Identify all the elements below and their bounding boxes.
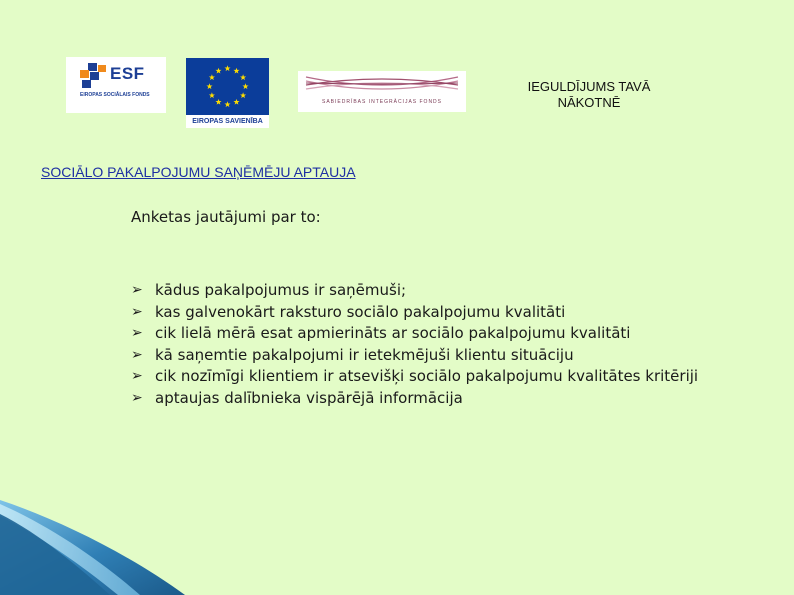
motto-line-1: IEGULDĪJUMS TAVĀ [527,79,651,94]
decorative-swoosh [0,490,794,595]
eu-star-icon [209,74,215,80]
sif-ribbon-icon [298,71,466,99]
list-item [131,345,731,367]
eu-star-icon [233,99,239,105]
eu-star-icon [224,65,230,71]
esf-subtitle: EIROPAS SOCIĀLAIS FONDS [80,92,150,98]
intro-text: Anketas jautājumi par to: [131,208,321,226]
eu-flag-icon [186,58,269,115]
arrowhead-bullet-icon: ➢ [131,303,143,320]
motto [500,79,678,111]
eu-star-icon [240,74,246,80]
eu-logo [186,58,269,128]
eu-caption: EIROPAS SAVIENĪBA [192,118,263,125]
list-item-text: kā saņemtie pakalpojumi ir ietekmējuši klientu situāciju [155,345,574,364]
eu-star-icon [215,99,221,105]
arrowhead-bullet-icon: ➢ [131,325,143,341]
sif-text: SABIEDRĪBAS INTEGRĀCIJAS FONDS [321,99,443,105]
list-item-text: aptaujas dalībnieka vispārējā informācija [155,388,463,407]
list-item-text: cik lielā mērā esat apmierināts ar sociālo pakalpojumu kvalitāti [155,324,631,342]
list-item [131,366,731,388]
eu-star-icon [242,83,248,89]
list-item-text: kādus pakalpojumus ir saņēmuši; [155,281,407,299]
eu-star-icon [206,83,212,89]
esf-logo [66,57,166,113]
eu-star-icon [209,92,215,98]
arrowhead-bullet-icon: ➢ [131,346,143,363]
question-list [131,280,731,409]
survey-title[interactable]: SOCIĀLO PAKALPOJUMU SAŅĒMĒJU APTAUJA [41,164,356,180]
sif-logo [298,71,466,112]
list-item-text: cik nozīmīgi klientiem ir atsevišķi sociālo pakalpojumu kvalitātes kritēriji [155,367,699,385]
arrowhead-bullet-icon: ➢ [131,282,143,298]
esf-cubes-icon [80,63,108,89]
motto-line-2: NĀKOTNĒ [557,95,621,110]
list-item-text: kas galvenokārt raksturo sociālo pakalpojumu kvalitāti [155,302,566,321]
list-item [131,388,731,410]
eu-star-icon [215,68,221,74]
eu-star-icon [224,101,230,107]
list-item [131,280,731,302]
eu-star-icon [240,92,246,98]
arrowhead-bullet-icon: ➢ [131,389,143,406]
eu-star-icon [233,68,239,74]
arrowhead-bullet-icon: ➢ [131,368,143,384]
list-item [131,323,731,345]
list-item [131,302,731,324]
esf-wordmark: ESF [110,64,145,83]
